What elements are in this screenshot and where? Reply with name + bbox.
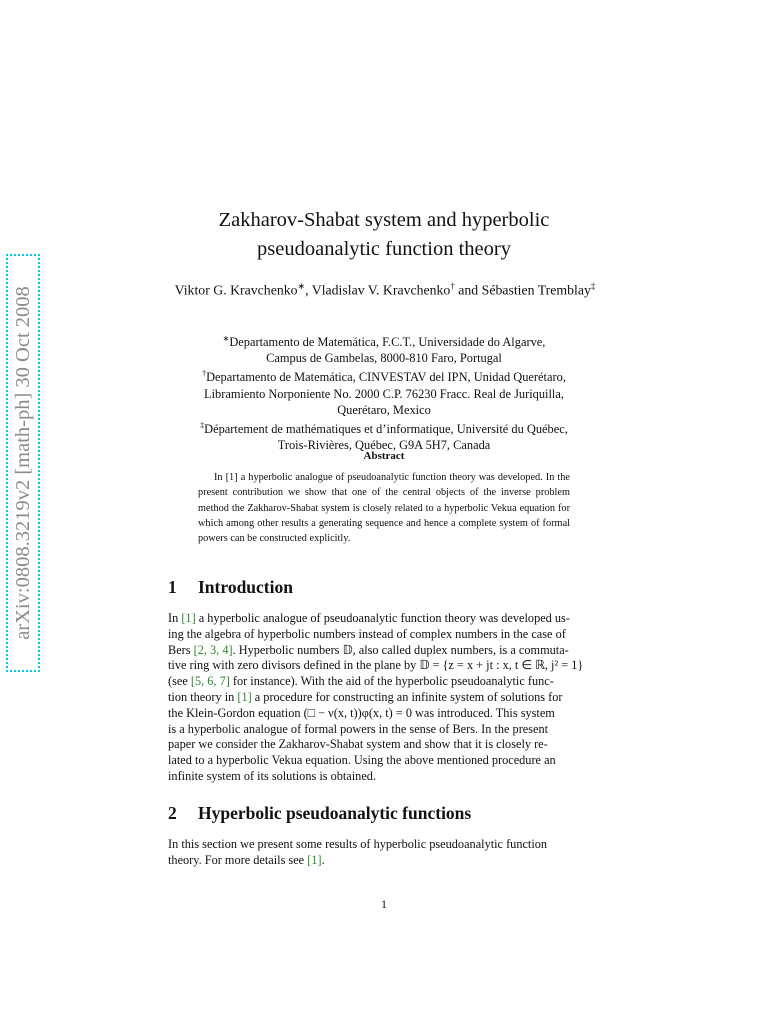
affiliation-line: [160, 331, 608, 350]
affiliations: [160, 331, 608, 453]
paper-title: [168, 206, 600, 264]
affiliation-mark: †: [202, 369, 207, 379]
affiliation-line: Campus de Gambelas, 8000-810 Faro, Portugal: [266, 351, 502, 366]
citation-link[interactable]: [1]: [237, 689, 252, 704]
page-number: 1: [381, 897, 387, 911]
section-2-heading: [168, 803, 471, 824]
author-list: [150, 281, 620, 299]
text-run: a hyperbolic analogue of pseudoanalytic function theory was developed us-: [195, 611, 570, 625]
section-1-heading: [168, 577, 293, 598]
affiliation-line: Libramiento Norponiente No. 2000 C.P. 76230 Fracc. Real de Juriquilla,: [204, 386, 564, 401]
affiliation-line: [160, 418, 608, 437]
paragraph-line: tive ring with zero divisors defined in the plane by 𝔻 = {z = x + jt : x, t ∈ ℝ, j² = 1}: [168, 658, 584, 673]
author-3-mark: ‡: [590, 281, 596, 291]
paragraph-line: [168, 674, 600, 690]
section-1-title: Introduction: [198, 577, 293, 597]
text-run: (see: [168, 674, 191, 689]
text-run: In: [168, 611, 182, 625]
text-run: . Hyperbolic numbers 𝔻, also called duplex numbers, is a commuta-: [232, 642, 569, 657]
citation-link[interactable]: [1]: [181, 611, 196, 625]
paragraph-line: lated to a hyperbolic Vekua equation. Using the above mentioned procedure an: [168, 753, 556, 768]
text-run: theory. For more details see: [168, 852, 308, 867]
paragraph-line: infinite system of its solutions is obtained.: [168, 768, 377, 783]
affiliation-mark: ∗: [222, 334, 230, 343]
affiliation-text: Département de mathématiques et d’informatique, Université du Québec,: [204, 421, 568, 436]
title-line-1: Zakharov-Shabat system and hyperbolic: [218, 209, 550, 231]
affiliation-line: Trois-Rivières, Québec, G9A 5H7, Canada: [277, 437, 491, 452]
affiliation-text: Departamento de Matemática, CINVESTAV del IPN, Unidad Querétaro,: [206, 370, 566, 385]
abstract-heading: Abstract: [363, 450, 405, 462]
paragraph-line: [168, 643, 600, 659]
author-1: Viktor G. Kravchenko: [174, 282, 298, 298]
paragraph-line: is a hyperbolic analogue of formal powers in the sense of Bers. In the present: [168, 721, 549, 736]
author-2-mark: †: [450, 281, 455, 291]
abstract-body: In [1] a hyperbolic analogue of pseudoanalytic function theory was developed. In the present contribution we show that one of the central objects of the inverse problem method the Zakharov-Shabat system is closely related to a hyperbolic Vekua equation for which among other results a generating sequence and hence a complete system of formal powers can be constructed explicitly.: [198, 472, 570, 545]
paragraph-line: [168, 690, 600, 706]
affiliation-line: Querétaro, Mexico: [337, 402, 431, 417]
section-2-title: Hyperbolic pseudoanalytic functions: [198, 803, 472, 823]
text-run: for instance). With the aid of the hyperbolic pseudoanalytic func-: [229, 674, 554, 689]
citation-link[interactable]: [1]: [307, 852, 322, 867]
paragraph-line: ing the algebra of hyperbolic numbers instead of complex numbers in the case of: [168, 626, 566, 641]
text-run: Bers: [168, 642, 194, 657]
paragraph-line: the Klein-Gordon equation (□ − ν(x, t))φ(x, t) = 0 was introduced. This system: [168, 705, 555, 720]
text-run: a procedure for constructing an infinite system of solutions for: [251, 689, 563, 704]
text-run: tion theory in: [168, 689, 238, 704]
section-2-number: 2: [168, 803, 177, 823]
author-2: Vladislav V. Kravchenko: [311, 282, 451, 298]
author-3: Sébastien Tremblay: [481, 282, 591, 298]
affiliation-mark: ‡: [200, 420, 205, 430]
paragraph-line: In this section we present some results of hyperbolic pseudoanalytic function: [168, 837, 548, 851]
author-sep-1: ,: [305, 282, 312, 298]
text-run: .: [321, 852, 325, 867]
section-1-number: 1: [168, 577, 177, 597]
paragraph-line: [168, 611, 600, 627]
paragraph-line: [168, 853, 600, 869]
paragraph-line: paper we consider the Zakharov-Shabat system and show that it is closely re-: [168, 737, 548, 752]
section-2-body: [168, 837, 600, 869]
title-line-2: pseudoanalytic function theory: [257, 238, 511, 260]
section-1-body: [168, 611, 600, 785]
affiliation-line: [160, 366, 608, 385]
affiliation-text: Departamento de Matemática, F.C.T., Universidade do Algarve,: [229, 335, 546, 350]
citation-link[interactable]: [5, 6, 7]: [190, 674, 230, 689]
author-1-mark: ∗: [297, 281, 306, 291]
citation-link[interactable]: [2, 3, 4]: [193, 642, 233, 657]
arxiv-identifier-stamp[interactable]: arXiv:0808.3219v2 [math-ph] 30 Oct 2008: [6, 254, 40, 672]
author-sep-2: and: [454, 282, 482, 298]
